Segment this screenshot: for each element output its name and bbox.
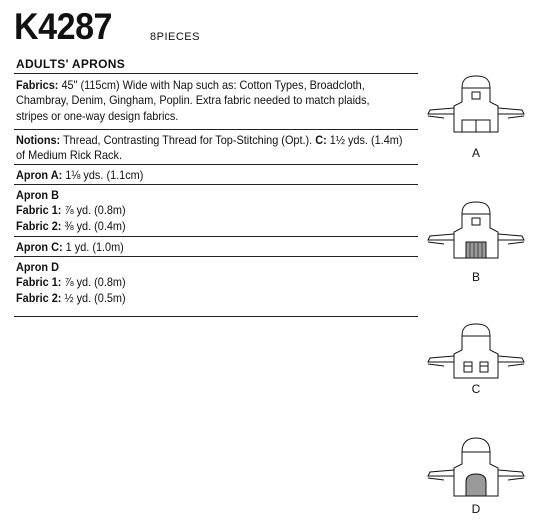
notions-block — [16, 133, 403, 164]
notions-text: Thread, Contrasting Thread for Top-Stitching (Opt.). — [63, 134, 313, 147]
divider — [14, 184, 418, 185]
divider — [14, 129, 418, 130]
figure-label-d: D — [471, 502, 481, 516]
piece-count: 8PIECES — [150, 31, 200, 43]
apron-a-label: Apron A: — [16, 169, 63, 182]
divider — [14, 164, 418, 165]
apron-a-row — [16, 168, 392, 183]
notions-label: Notions: — [16, 134, 61, 147]
apron-b-fabric1-yardage: ⅞ yd. (0.8m) — [64, 204, 126, 218]
apron-d-fabric1-yardage: ⅞ yd. (0.8m) — [64, 276, 126, 290]
apron-d-heading: Apron D — [16, 261, 59, 274]
figure-label-c: C — [471, 382, 481, 396]
divider — [14, 256, 418, 257]
fabrics-line: stripes or one-way design fabrics. — [16, 109, 179, 123]
pattern-code: K4287 — [14, 6, 113, 47]
fabrics-block — [16, 78, 392, 124]
notions-c-label: C: — [315, 134, 327, 147]
fabrics-line: Chambray, Denim, Gingham, Poplin. Extra fabric needed to match plaids, — [16, 94, 370, 108]
apron-c-row — [16, 240, 392, 255]
figure-label-b: B — [471, 270, 480, 284]
apron-b-illustration — [424, 198, 528, 270]
apron-d-fabric2-label: Fabric 2: — [16, 291, 62, 305]
divider — [14, 236, 418, 237]
figure-label-a: A — [471, 146, 480, 160]
divider — [14, 316, 418, 317]
apron-d-block — [16, 260, 392, 306]
apron-b-heading: Apron B — [16, 189, 59, 202]
fabrics-line: 45" (115cm) Wide with Nap such as: Cotton Types, Broadcloth, — [61, 79, 365, 92]
apron-c-yardage: 1 yd. (1.0m) — [65, 241, 124, 254]
notions-line: of Medium Rick Rack. — [16, 149, 122, 163]
notions-c-text: 1½ yds. (1.4m) — [329, 134, 403, 147]
divider — [14, 73, 418, 74]
apron-c-label: Apron C: — [16, 241, 63, 254]
apron-a-yardage: 1⅛ yds. (1.1cm) — [65, 169, 144, 182]
apron-d-illustration — [424, 434, 528, 502]
section-title: ADULTS' APRONS — [16, 57, 126, 71]
apron-b-fabric2-yardage: ⅜ yd. (0.4m) — [64, 219, 126, 233]
apron-d-fabric1-label: Fabric 1: — [16, 276, 62, 290]
fabrics-label: Fabrics: — [16, 79, 59, 92]
apron-a-illustration — [424, 72, 528, 144]
apron-b-block — [16, 188, 392, 234]
apron-b-fabric1-label: Fabric 1: — [16, 204, 62, 218]
apron-b-fabric2-label: Fabric 2: — [16, 219, 62, 233]
apron-d-fabric2-yardage: ½ yd. (0.5m) — [64, 291, 126, 305]
apron-c-illustration — [424, 320, 528, 382]
